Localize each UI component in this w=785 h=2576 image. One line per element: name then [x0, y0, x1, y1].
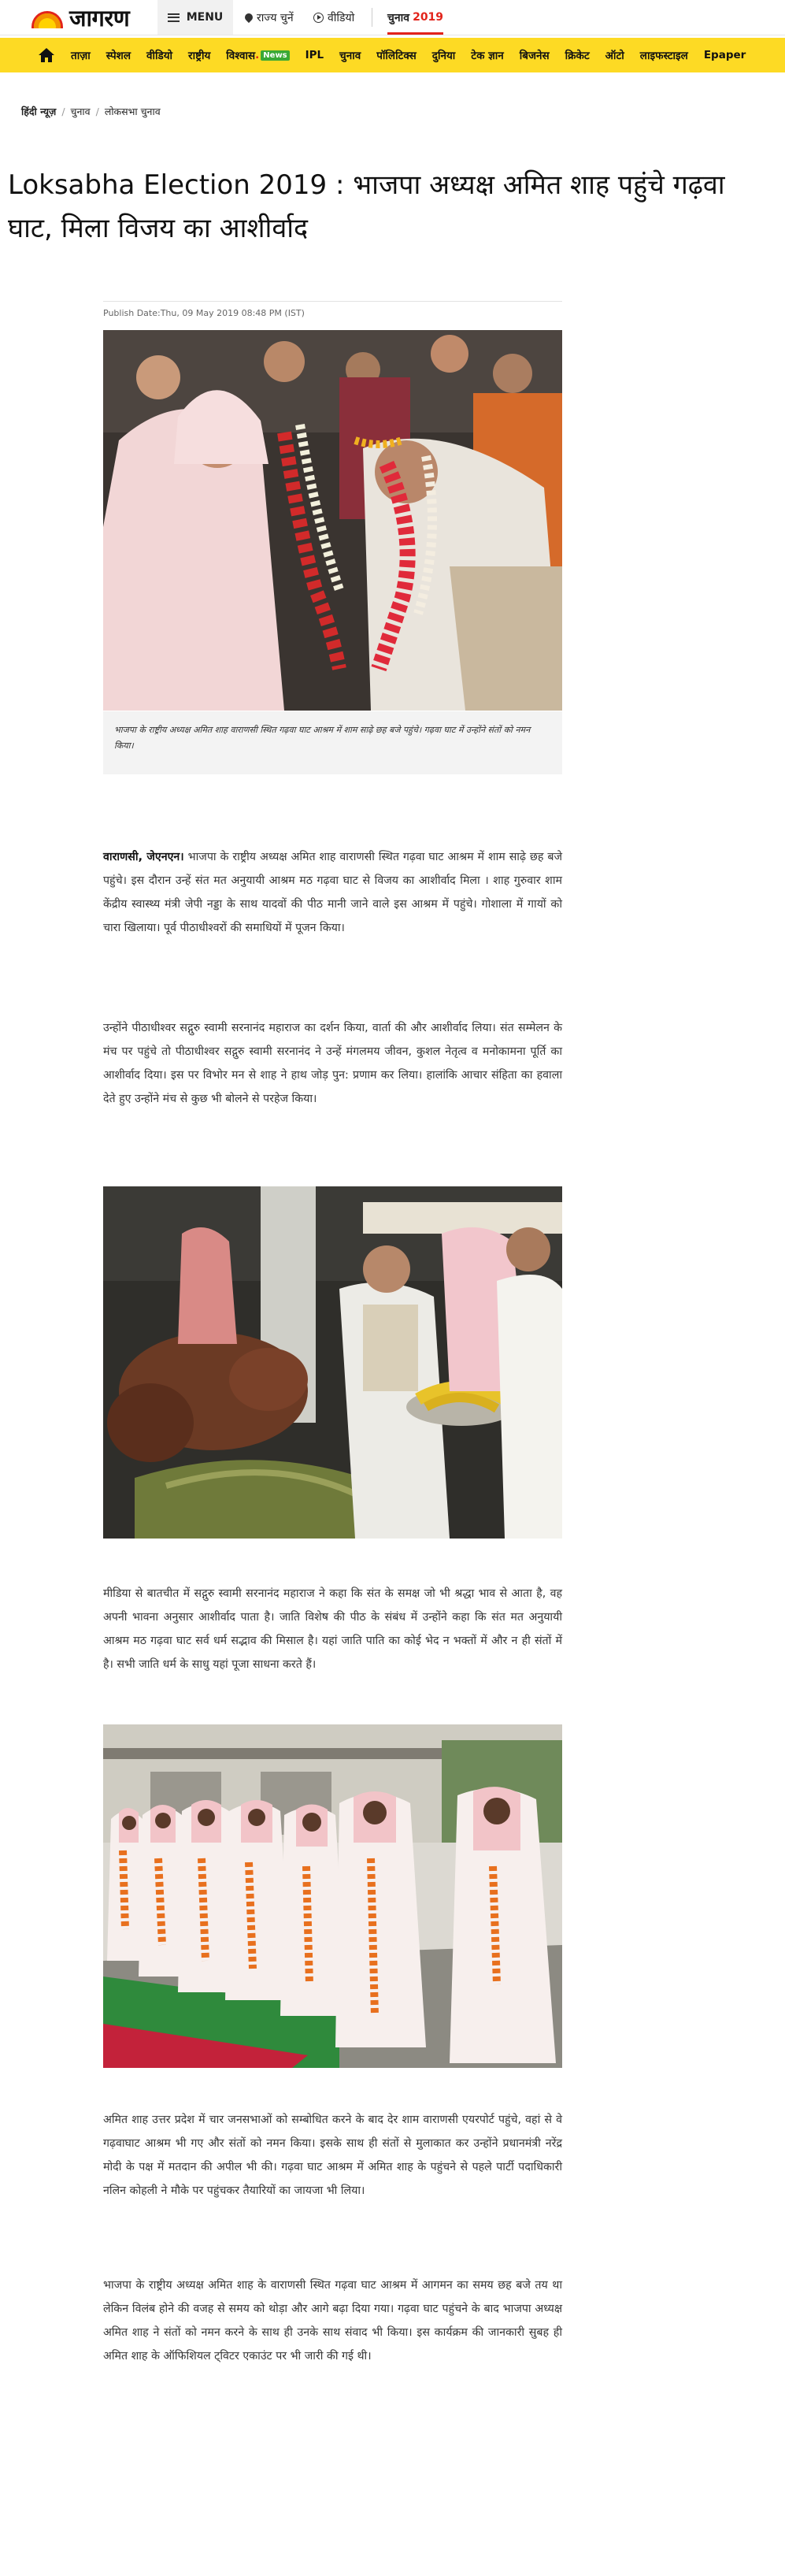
breadcrumb-election[interactable]: चुनाव	[70, 106, 91, 117]
article-paragraph-1	[103, 845, 562, 940]
jagran-logo[interactable]	[30, 5, 129, 30]
video-link[interactable]	[313, 0, 354, 35]
menu-button[interactable]	[157, 0, 233, 35]
nav-item-cricket[interactable]: क्रिकेट	[565, 50, 590, 62]
dateline: वाराणसी, जेएनएन।	[103, 851, 184, 863]
play-circle-icon	[313, 13, 324, 23]
photo-saints-line-scene	[103, 1724, 562, 2068]
article-photo-2	[103, 1186, 562, 1539]
video-label: वीडियो	[328, 11, 355, 24]
hamburger-icon	[168, 13, 180, 22]
nav-item-epaper[interactable]: Epaper	[703, 49, 746, 61]
article-paragraph-3: मीडिया से बातचीत में सद्गुरु स्वामी सरनानंद महाराज ने कहा कि संत के समक्ष जो भी श्रद्धा भाव से आता है, वह अपनी भावना अनुसार आशीर्वाद पाता है। जाति विशेष की पीठ के संबंध में उन्होंने कहा कि संत मत अनुयायी आश्रम मठ गढ़वा घाट सर्व धर्म सद्भाव की मिसाल है। यहां जाति पाति का कोई भेद न भक्तों में और न ही संतों में है। सभी जाति धर्म के साधु यहां पूजा साधना करते हैं।	[103, 1587, 562, 1671]
nav-item-ipl[interactable]: IPL	[305, 49, 324, 61]
article-photo-1	[103, 330, 562, 711]
election-2019-link[interactable]	[387, 0, 443, 35]
nav-item-taza[interactable]: ताज़ा	[71, 50, 91, 62]
home-icon[interactable]	[30, 38, 63, 72]
main-nav	[0, 38, 785, 72]
nav-item-world[interactable]: दुनिया	[431, 50, 456, 62]
nav-item-tech[interactable]: टेक ज्ञान	[471, 50, 504, 62]
select-state-link[interactable]	[245, 0, 294, 35]
article-paragraph-4: अमित शाह उत्तर प्रदेश में चार जनसभाओं को सम्बोधित करने के बाद देर शाम वाराणसी एयरपोर्ट पहुंचे, वहां से वे गढ़वाघाट आश्रम भी गए और संतों को नमन किया। इसके साथ ही संतों से मुलाकात कर उन्होंने प्रधानमंत्री नरेंद्र मोदी के पक्ष में मतदान की अपील भी की। गढ़वा घाट आश्रम में अमित शाह के पहुंचने से पहले पार्टी पदाधिकारी नलिन कोहली ने मौके पर पहुंचकर तैयारियों का जायजा भी लिया।	[103, 2114, 562, 2197]
location-pin-icon	[243, 12, 254, 23]
news-badge: News	[261, 50, 289, 61]
nav-item-lifestyle[interactable]: लाइफस्टाइल	[639, 50, 688, 62]
vishvas-brand-text: विश्वास	[226, 50, 256, 62]
election-label: चुनाव	[387, 11, 410, 24]
paragraph-1-text: भाजपा के राष्ट्रीय अध्यक्ष अमित शाह वाराणसी स्थित गढ़वा घाट आश्रम में शाम साढ़े छह बजे पहुंचे। इस दौरान उन्हें संत मत अनुयायी आश्रम मठ गढ़वा घाट से विजय का आशीर्वाद मिला । शाह गुरुवार शाम केंद्रीय स्वास्थ्य मंत्री जेपी नड्डा के साथ यादवों की पीठ मानी जाने वाले इस आश्रम में पहुंचे। गोशाला में गायों को चारा खिलाया। पूर्व पीठाधीश्वरों की समाधियों में पूजन किया।	[103, 851, 562, 934]
publish-divider	[103, 301, 562, 302]
photo-garland-scene	[103, 330, 562, 711]
breadcrumb	[21, 105, 161, 118]
nav-item-special[interactable]: स्पेशल	[106, 50, 131, 62]
nav-item-video[interactable]: वीडियो	[146, 50, 173, 62]
select-state-label: राज्य चुनें	[257, 11, 294, 24]
nav-item-auto[interactable]: ऑटो	[605, 50, 624, 62]
breadcrumb-separator: /	[61, 106, 65, 117]
article-paragraph-2: उन्होंने पीठाधीश्वर सद्गुरु स्वामी सरनानंद महाराज का दर्शन किया, वार्ता की और आशीर्वाद लिया। संत सम्मेलन के मंच पर पहुंचे तो पीठाधीश्वर सद्गुरु स्वामी सरनानंद ने उन्हें मंगलमय जीवन, कुशल नेतृत्व व मनोकामना पूर्ति का आशीर्वाद दिया। इस पर विभोर मन से शाह ने हाथ जोड़ पुन: प्रणाम कर लिया। हालांकि आचार संहिता का हवाला देते हुए उन्होंने मंच से कुछ भी बोलने से परहेज किया।	[103, 1022, 562, 1105]
article-headline: Loksabha Election 2019 : भाजपा अध्यक्ष अमित शाह पहुंचे गढ़वा घाट, मिला विजय का आशीर्वाद	[8, 169, 725, 244]
breadcrumb-hindi-news[interactable]: हिंदी न्यूज़	[21, 106, 57, 117]
menu-label: MENU	[186, 11, 224, 24]
nav-item-business[interactable]: बिजनेस	[519, 50, 550, 62]
nav-item-vishvas-news[interactable]: विश्वास . News	[218, 48, 297, 62]
photo-caption: भाजपा के राष्ट्रीय अध्यक्ष अमित शाह वाराणसी स्थित गढ़वा घाट आश्रम में शाम साढ़े छह बजे पहुंचे। गढ़वा घाट में उन्होंने संतों को नमन किया।	[103, 711, 562, 774]
nav-item-election[interactable]: चुनाव	[339, 50, 361, 62]
breadcrumb-separator: /	[95, 106, 99, 117]
election-year: 2019	[413, 11, 444, 24]
article-paragraph-5: भाजपा के राष्ट्रीय अध्यक्ष अमित शाह के वाराणसी स्थित गढ़वा घाट आश्रम में आगमन का समय छह बजे तय था लेकिन विलंब होने की वजह से समय को थोड़ा और आगे बढ़ा दिया गया। गढ़वा घाट पहुंचने के बाद भाजपा अध्यक्ष अमित शाह ने संतों को नमन करने के साथ ही उनके साथ संवाद भी किया। इस कार्यक्रम की जानकारी सुबह ही अमित शाह के ऑफिशियल ट्विटर एकाउंट पर भी जारी की गई थी।	[103, 2279, 562, 2363]
breadcrumb-loksabha[interactable]: लोकसभा चुनाव	[104, 106, 161, 117]
logo-text: जागरण	[69, 4, 130, 32]
nav-item-politics[interactable]: पॉलिटिक्स	[376, 50, 417, 62]
sun-logo-icon	[30, 6, 65, 28]
publish-date: Publish Date:Thu, 09 May 2019 08:48 PM (IST)	[103, 308, 305, 318]
article-photo-3	[103, 1724, 562, 2068]
nav-item-national[interactable]: राष्ट्रीय	[188, 50, 211, 62]
photo-cow-feeding-scene	[103, 1186, 562, 1539]
top-header	[0, 0, 785, 35]
